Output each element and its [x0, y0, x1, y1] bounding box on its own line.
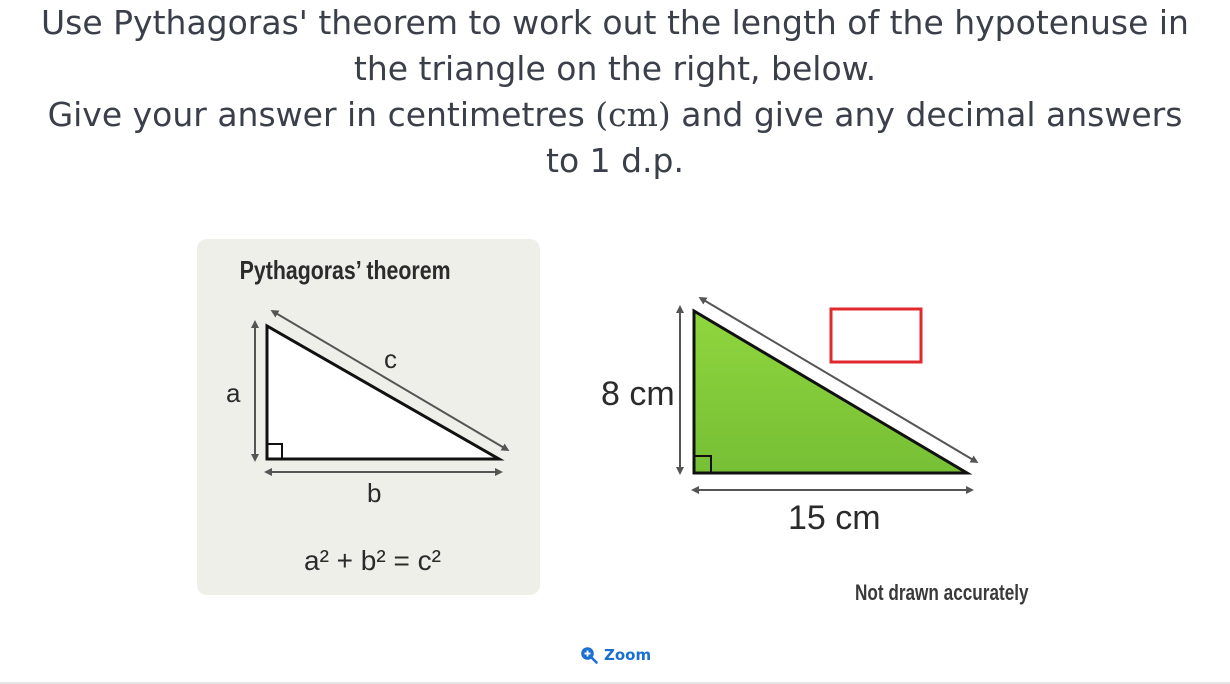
question-line-3-start: Give your answer in centimetres — [47, 95, 596, 134]
pythagoras-formula: a² + b² = c² — [304, 545, 441, 576]
zoom-label: Zoom — [604, 646, 652, 664]
reference-triangle — [226, 312, 506, 576]
question-line-2: the triangle on the right, below. — [353, 49, 877, 88]
not-drawn-accurately-note: Not drawn accurately — [855, 580, 1029, 605]
zoom-in-icon — [580, 646, 598, 664]
reference-triangle-shape — [267, 326, 499, 459]
height-label: 8 cm — [601, 375, 675, 413]
question-line-3-end: and give any decimal answers — [670, 95, 1183, 134]
zoom-button[interactable] — [580, 644, 651, 666]
unit-cm: (cm) — [595, 95, 671, 134]
side-c-label: c — [384, 344, 397, 374]
formula-card-title: Pythagoras’ theorem — [239, 255, 451, 285]
question-line-1: Use Pythagoras' theorem to work out the length of the hypotenuse in — [41, 3, 1189, 42]
hypotenuse-answer-box — [831, 309, 921, 362]
base-label: 15 cm — [788, 499, 881, 537]
question-triangle — [601, 299, 975, 537]
side-a-label: a — [226, 378, 241, 408]
side-b-label: b — [367, 478, 382, 508]
question-line-4: to 1 d.p. — [546, 141, 684, 180]
